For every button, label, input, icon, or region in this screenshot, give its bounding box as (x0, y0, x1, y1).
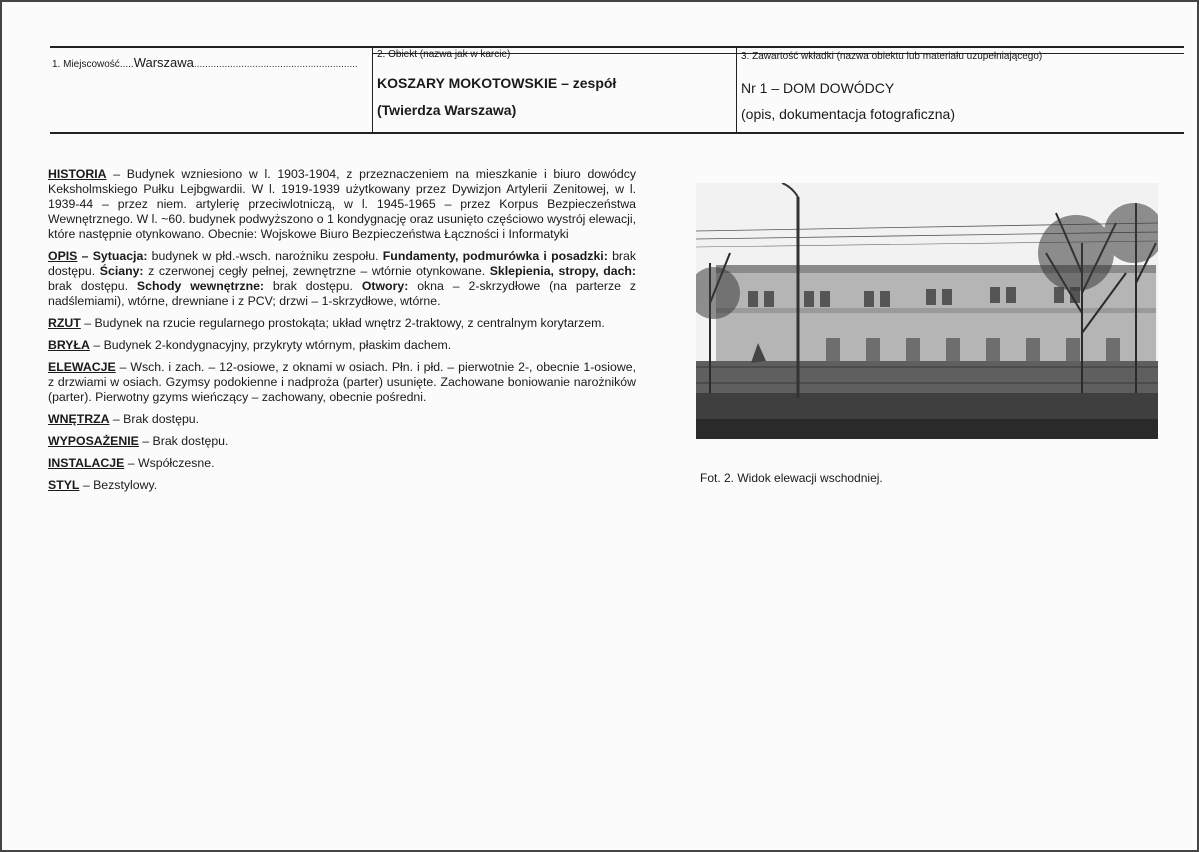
location-line (52, 55, 358, 70)
bryla-text: – Budynek 2-kondygnacyjny, przykryty wtórnym, płaskim dachem. (89, 338, 452, 352)
opis-fundamenty-label: Fundamenty, podmurówka i posadzki: (382, 249, 608, 263)
elewacje-text: – Wsch. i zach. – 12-osiowe, z oknami w osiach. Płn. i płd. – pierwotnie 2-, obecnie 1-osiowe, z drzwiami w osiach. Gzymsy podokienne i nadproża (parter) usunięte. Zachowane boniowanie narożników (parter). Pierwotny gzyms wieńczący – zachowany, obecnie pośredni. (48, 360, 636, 404)
rzut-heading: RZUT (48, 316, 81, 330)
styl-heading: STYL (48, 478, 80, 492)
opis-sytuacja-label: – Sytuacja: (77, 249, 148, 263)
opis-otwory-text: okna – 2-skrzydłowe (na parterze z nadślemiami), wtórne, drewniane i z PCV; drzwi – 1-skrzydłowe, wtórne. (48, 279, 636, 308)
section-wnetrza (48, 412, 636, 427)
section-instalacje (48, 456, 636, 471)
object-subname: (Twierdza Warszawa) (377, 102, 517, 118)
section-wyposazenie (48, 434, 636, 449)
opis-sytuacja-text: budynek w płd.-wsch. narożniku zespołu. (147, 249, 383, 263)
section-rzut (48, 316, 636, 331)
object-name: KOSZARY MOKOTOWSKIE – zespół (377, 75, 617, 91)
wnetrza-heading: WNĘTRZA (48, 412, 110, 426)
opis-sciany-text: z czerwonej cegły pełnej, zewnętrzne – wtórnie otynkowane. (143, 264, 490, 278)
field-location (50, 48, 372, 132)
rzut-text: – Budynek na rzucie regularnego prostokąta; układ wnętrz 2-traktowy, z centralnym korytarzem. (80, 316, 605, 330)
opis-sklepienia-text: brak dostępu. (48, 279, 137, 293)
location-value: Warszawa (133, 55, 194, 70)
insert-subtitle: (opis, dokumentacja fotograficzna) (741, 106, 955, 122)
insert-title: Nr 1 – DOM DOWÓDCY (741, 80, 895, 96)
opis-fundamenty-text: brak dostępu. (48, 249, 636, 278)
wnetrza-text: – Brak dostępu. (109, 412, 200, 426)
opis-heading: OPIS (48, 249, 78, 263)
field-object (372, 48, 736, 132)
location-dots: ........................................................... (193, 59, 358, 70)
historia-text: – Budynek wzniesiono w l. 1903-1904, z przeznaczeniem na mieszkanie i biuro dowódcy Keksholmskiego Pułku Lejbgwardii. W l. 1919-1939 użytkowany przez Dywizjon Artylerii Zenitowej, w l. 1939-44 – przez niem. artylerię przeciwlotniczą, w l. 1945-1965 – przez Korpus Bezpieczeństwa Wewnętrznego. W l. ~60. budynek podwyższono o 1 kondygnację oraz usunięto częściowo wystrój elewacji, które następnie otynkowano. Obecnie: Wojskowe Biuro Bezpieczeństwa Łączności i Informatyki (48, 167, 636, 241)
styl-text: – Bezstylowy. (79, 478, 158, 492)
insert-label: 3. Zawartość wkładki (nazwa obiektu lub materiału uzupełniającego) (741, 51, 1043, 62)
wyposazenie-heading: WYPOSAŻENIE (48, 434, 139, 448)
historia-heading: HISTORIA (48, 167, 107, 181)
instalacje-heading: INSTALACJE (48, 456, 125, 470)
field-insert (736, 48, 1184, 132)
wyposazenie-text: – Brak dostępu. (138, 434, 229, 448)
section-styl (48, 478, 636, 493)
opis-schody-label: Schody wewnętrzne: (136, 279, 265, 293)
location-label: 1. Miejscowość..... (52, 59, 134, 70)
opis-schody-text: brak dostępu. (264, 279, 362, 293)
opis-otwory-label: Otwory: (361, 279, 409, 293)
opis-sklepienia-label: Sklepienia, stropy, dach: (489, 264, 637, 278)
header-table (50, 46, 1184, 134)
elewacje-heading: ELEWACJE (48, 360, 116, 374)
photo-caption: Fot. 2. Widok elewacji wschodniej. (700, 471, 883, 485)
opis-sciany-label: Ściany: (99, 264, 144, 278)
building-photo (696, 183, 1158, 439)
description-body (48, 167, 636, 500)
bryla-heading: BRYŁA (48, 338, 90, 352)
instalacje-text: – Współczesne. (124, 456, 215, 470)
section-bryla (48, 338, 636, 353)
section-opis (48, 249, 636, 309)
section-historia (48, 167, 636, 242)
object-label: 2. Obiekt (nazwa jak w karcie) (377, 49, 511, 60)
section-elewacje (48, 360, 636, 405)
